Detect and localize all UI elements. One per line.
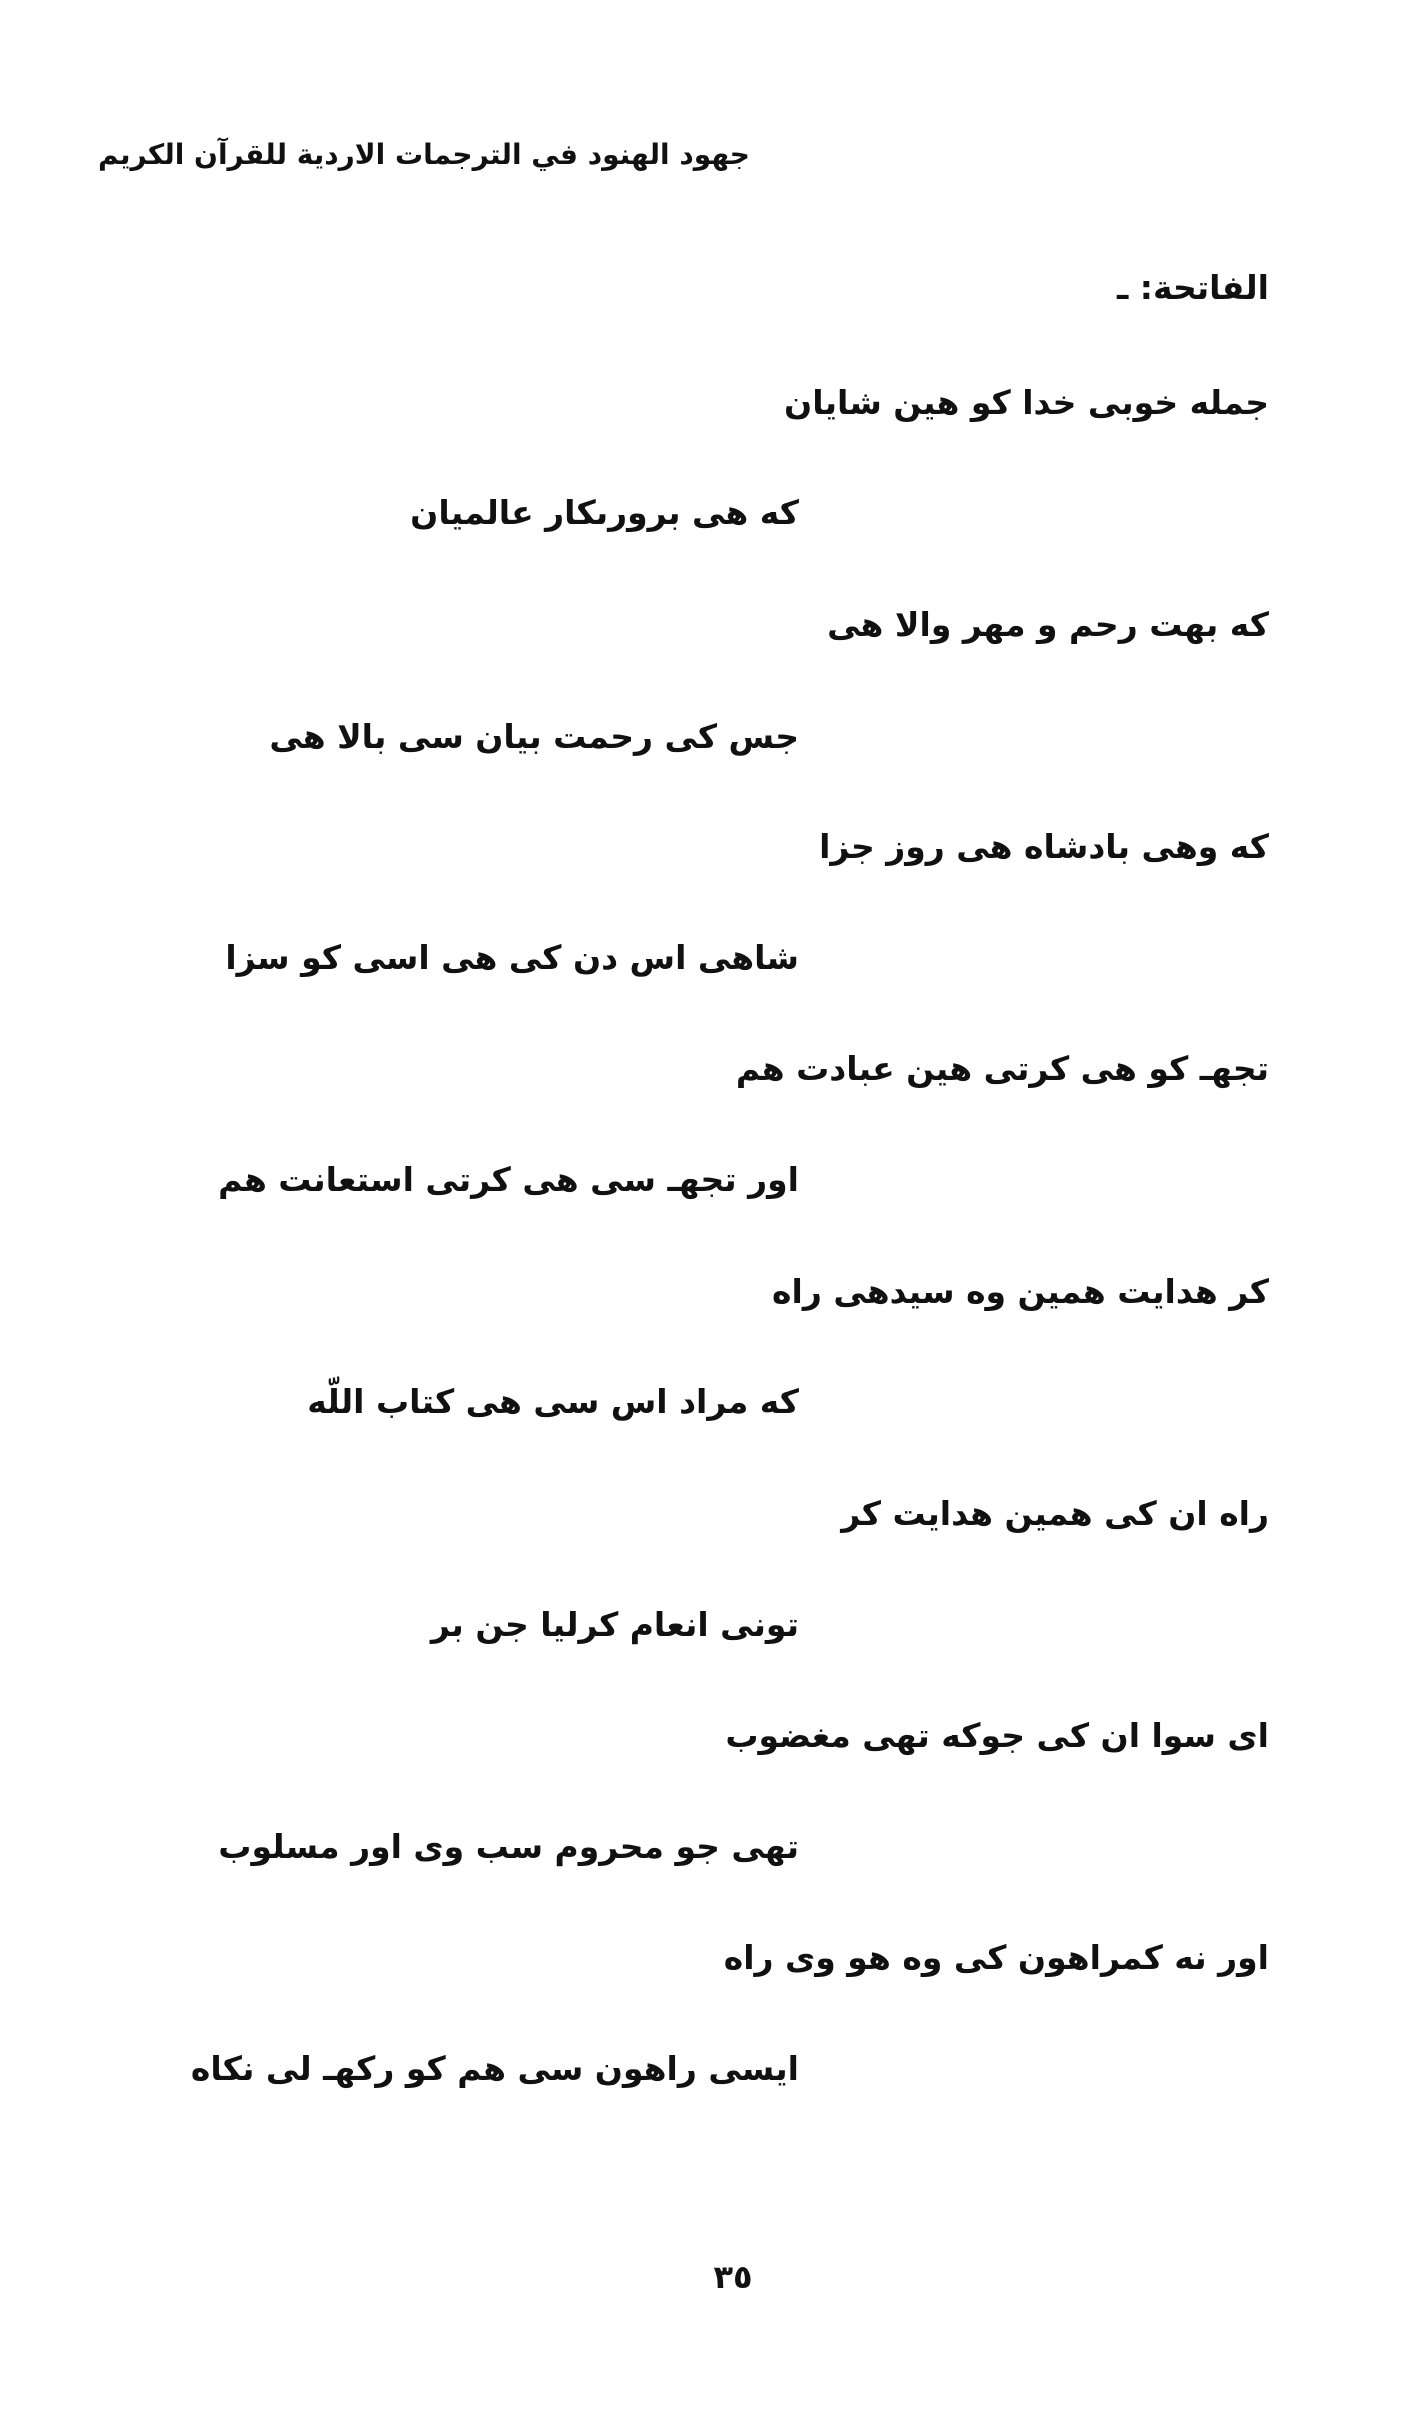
verse-line: كه هى برورىكار عالميان — [410, 493, 799, 532]
verse-line: اور نه كمراهون كى وه هو وى راه — [723, 1938, 1269, 1977]
verse-line: راه ان كى همين هدايت كر — [841, 1494, 1269, 1533]
verse-line: تهى جو محروم سب وى اور مسلوب — [218, 1827, 799, 1866]
verse-line: اور تجهـ سى هى كرتى استعانت هم — [218, 1160, 799, 1199]
verse-line: تونى انعام كرليا جن بر — [430, 1605, 799, 1644]
verse-line: كه بهت رحم و مهر والا هى — [827, 605, 1269, 644]
section-heading: الفاتحة: ـ — [1117, 268, 1269, 307]
verse-line: كر هدايت همين وه سيدهى راه — [772, 1272, 1269, 1311]
page-number: ٣٥ — [713, 2258, 753, 2296]
verse-line: كه وهى بادشاه هى روز جزا — [819, 827, 1269, 866]
verse-line: تجهـ كو هى كرتى هين عبادت هم — [735, 1049, 1269, 1088]
verse-line: جمله خوبى خدا كو هين شايان — [784, 383, 1269, 422]
verse-line: جس كى رحمت بيان سى بالا هى — [269, 717, 799, 756]
verse-line: ايسى راهون سى هم كو ركهـ لى نكاه — [190, 2049, 799, 2088]
verse-line: شاهى اس دن كى هى اسى كو سزا — [225, 938, 799, 977]
running-header-title: جهود الهنود في الترجمات الاردية للقرآن الكريم — [98, 138, 750, 171]
verse-line: اى سوا ان كى جوكه تهى مغضوب — [725, 1716, 1269, 1755]
verse-line: كه مراد اس سى هى كتاب اللّه — [307, 1382, 799, 1421]
